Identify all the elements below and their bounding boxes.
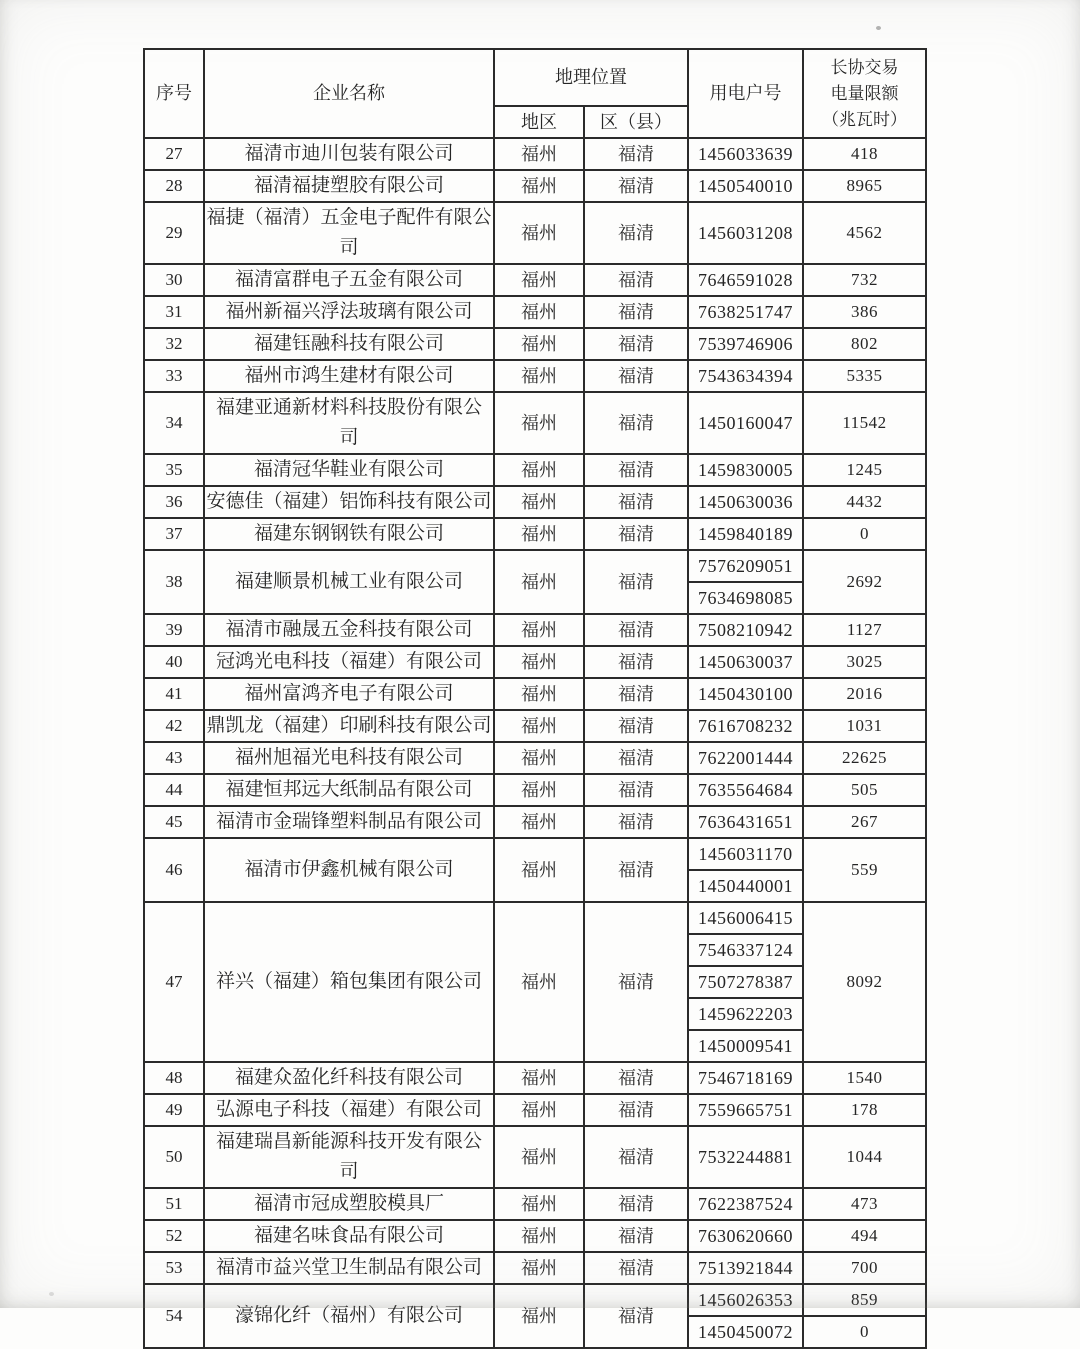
account-number: 1450630037 [688, 646, 803, 678]
account-number: 7532244881 [688, 1126, 803, 1188]
region: 福州 [494, 614, 584, 646]
row-serial-number: 49 [144, 1094, 204, 1126]
table-row [144, 202, 926, 264]
row-serial-number: 46 [144, 838, 204, 902]
scan-speck [876, 26, 881, 30]
header-quota [803, 49, 926, 138]
row-serial-number: 29 [144, 202, 204, 264]
account-number: 7559665751 [688, 1094, 803, 1126]
row-serial-number: 28 [144, 170, 204, 202]
company-name: 福建恒邦远大纸制品有限公司 [204, 774, 494, 806]
company-name: 鼎凯龙（福建）印刷科技有限公司 [204, 710, 494, 742]
quota-value: 1044 [803, 1126, 926, 1188]
quota-value: 4432 [803, 486, 926, 518]
quota-value: 859 [803, 1284, 926, 1316]
county: 福清 [584, 1094, 688, 1126]
county: 福清 [584, 138, 688, 170]
region: 福州 [494, 710, 584, 742]
row-serial-number: 36 [144, 486, 204, 518]
table-row [144, 838, 926, 870]
county: 福清 [584, 742, 688, 774]
county: 福清 [584, 550, 688, 614]
region: 福州 [494, 1252, 584, 1284]
account-number: 7546718169 [688, 1062, 803, 1094]
county: 福清 [584, 678, 688, 710]
county: 福清 [584, 1126, 688, 1188]
company-name: 福建众盈化纤科技有限公司 [204, 1062, 494, 1094]
county: 福清 [584, 1062, 688, 1094]
row-serial-number: 45 [144, 806, 204, 838]
table-row [144, 710, 926, 742]
account-number: 7616708232 [688, 710, 803, 742]
company-name: 福清市伊鑫机械有限公司 [204, 838, 494, 902]
account-number: 1450160047 [688, 392, 803, 454]
table-row [144, 550, 926, 582]
account-number: 7638251747 [688, 296, 803, 328]
table-row [144, 392, 926, 454]
county: 福清 [584, 902, 688, 1062]
county: 福清 [584, 1188, 688, 1220]
account-number: 1456026353 [688, 1284, 803, 1316]
account-number: 1459622203 [688, 998, 803, 1030]
account-number: 7635564684 [688, 774, 803, 806]
table-row [144, 1284, 926, 1316]
region: 福州 [494, 1126, 584, 1188]
table-row [144, 264, 926, 296]
county: 福清 [584, 264, 688, 296]
company-name: 福清市迪川包装有限公司 [204, 138, 494, 170]
row-serial-number: 40 [144, 646, 204, 678]
account-number: 7507278387 [688, 966, 803, 998]
account-number: 7543634394 [688, 360, 803, 392]
county: 福清 [584, 838, 688, 902]
table-row [144, 170, 926, 202]
quota-value: 11542 [803, 392, 926, 454]
quota-value: 559 [803, 838, 926, 902]
region: 福州 [494, 838, 584, 902]
account-number: 7630620660 [688, 1220, 803, 1252]
company-name: 濠锦化纤（福州）有限公司 [204, 1284, 494, 1348]
company-quota-table [143, 48, 927, 1349]
region: 福州 [494, 138, 584, 170]
account-number: 1459840189 [688, 518, 803, 550]
account-number: 1456033639 [688, 138, 803, 170]
quota-value: 418 [803, 138, 926, 170]
table-row [144, 1094, 926, 1126]
account-number: 7576209051 [688, 550, 803, 582]
row-serial-number: 34 [144, 392, 204, 454]
quota-value: 5335 [803, 360, 926, 392]
account-number: 1450430100 [688, 678, 803, 710]
header-quota-line3: （兆瓦时） [822, 109, 907, 129]
county: 福清 [584, 774, 688, 806]
company-name: 福清市金瑞锋塑料制品有限公司 [204, 806, 494, 838]
account-number: 7513921844 [688, 1252, 803, 1284]
header-account-number: 用电户号 [688, 49, 803, 138]
county: 福清 [584, 806, 688, 838]
quota-value: 178 [803, 1094, 926, 1126]
region: 福州 [494, 170, 584, 202]
account-number: 1450009541 [688, 1030, 803, 1062]
region: 福州 [494, 678, 584, 710]
account-number: 1450440001 [688, 870, 803, 902]
company-name: 福建名味食品有限公司 [204, 1220, 494, 1252]
scan-speck [49, 1292, 54, 1296]
account-number: 7508210942 [688, 614, 803, 646]
row-serial-number: 48 [144, 1062, 204, 1094]
table-row [144, 454, 926, 486]
account-number: 7634698085 [688, 582, 803, 614]
account-number: 7622387524 [688, 1188, 803, 1220]
county: 福清 [584, 328, 688, 360]
table-header [144, 49, 926, 138]
company-name: 福清市融晟五金科技有限公司 [204, 614, 494, 646]
row-serial-number: 41 [144, 678, 204, 710]
table-row [144, 806, 926, 838]
region: 福州 [494, 902, 584, 1062]
region: 福州 [494, 518, 584, 550]
row-serial-number: 54 [144, 1284, 204, 1348]
table-row [144, 614, 926, 646]
table-row [144, 678, 926, 710]
header-quota-line1: 长协交易 [830, 57, 899, 77]
company-name: 福清冠华鞋业有限公司 [204, 454, 494, 486]
company-name: 安德佳（福建）铝饰科技有限公司 [204, 486, 494, 518]
table-row [144, 296, 926, 328]
region: 福州 [494, 202, 584, 264]
row-serial-number: 39 [144, 614, 204, 646]
header-county: 区（县） [584, 106, 688, 138]
row-serial-number: 47 [144, 902, 204, 1062]
quota-value: 0 [803, 518, 926, 550]
account-number: 1456006415 [688, 902, 803, 934]
quota-value: 505 [803, 774, 926, 806]
company-name: 福州旭福光电科技有限公司 [204, 742, 494, 774]
county: 福清 [584, 710, 688, 742]
region: 福州 [494, 392, 584, 454]
row-serial-number: 52 [144, 1220, 204, 1252]
company-name: 福州新福兴浮法玻璃有限公司 [204, 296, 494, 328]
row-serial-number: 44 [144, 774, 204, 806]
account-number: 7636431651 [688, 806, 803, 838]
table-row [144, 902, 926, 934]
row-serial-number: 42 [144, 710, 204, 742]
company-name: 福建亚通新材料科技股份有限公 司 [204, 392, 494, 454]
table-row [144, 1188, 926, 1220]
row-serial-number: 33 [144, 360, 204, 392]
quota-value: 3025 [803, 646, 926, 678]
table-row [144, 360, 926, 392]
quota-value: 2016 [803, 678, 926, 710]
company-name: 福清富群电子五金有限公司 [204, 264, 494, 296]
county: 福清 [584, 1220, 688, 1252]
county: 福清 [584, 296, 688, 328]
account-number: 1450540010 [688, 170, 803, 202]
table-row [144, 1252, 926, 1284]
row-serial-number: 50 [144, 1126, 204, 1188]
table-row [144, 646, 926, 678]
header-company-name: 企业名称 [204, 49, 494, 138]
header-location: 地理位置 [494, 49, 688, 106]
company-name: 弘源电子科技（福建）有限公司 [204, 1094, 494, 1126]
company-name: 福建钰融科技有限公司 [204, 328, 494, 360]
quota-value: 267 [803, 806, 926, 838]
region: 福州 [494, 646, 584, 678]
company-name: 冠鸿光电科技（福建）有限公司 [204, 646, 494, 678]
account-number: 1450630036 [688, 486, 803, 518]
quota-value: 802 [803, 328, 926, 360]
row-serial-number: 38 [144, 550, 204, 614]
county: 福清 [584, 614, 688, 646]
row-serial-number: 35 [144, 454, 204, 486]
quota-value: 22625 [803, 742, 926, 774]
table-row [144, 1220, 926, 1252]
county: 福清 [584, 392, 688, 454]
company-name: 祥兴（福建）箱包集团有限公司 [204, 902, 494, 1062]
quota-value: 386 [803, 296, 926, 328]
header-serial-number: 序号 [144, 49, 204, 138]
county: 福清 [584, 518, 688, 550]
county: 福清 [584, 486, 688, 518]
row-serial-number: 37 [144, 518, 204, 550]
account-number: 1450450072 [688, 1316, 803, 1348]
quota-value: 8965 [803, 170, 926, 202]
quota-value: 8092 [803, 902, 926, 1062]
region: 福州 [494, 454, 584, 486]
region: 福州 [494, 486, 584, 518]
county: 福清 [584, 170, 688, 202]
quota-value: 700 [803, 1252, 926, 1284]
region: 福州 [494, 550, 584, 614]
account-number: 7646591028 [688, 264, 803, 296]
company-name: 福州市鸿生建材有限公司 [204, 360, 494, 392]
company-name: 福清福捷塑胶有限公司 [204, 170, 494, 202]
quota-value: 2692 [803, 550, 926, 614]
region: 福州 [494, 742, 584, 774]
table-row [144, 518, 926, 550]
region: 福州 [494, 1220, 584, 1252]
table-body [144, 138, 926, 1348]
header-region: 地区 [494, 106, 584, 138]
region: 福州 [494, 1094, 584, 1126]
county: 福清 [584, 454, 688, 486]
region: 福州 [494, 264, 584, 296]
quota-value: 1540 [803, 1062, 926, 1094]
company-name: 福捷（福清）五金电子配件有限公 司 [204, 202, 494, 264]
row-serial-number: 27 [144, 138, 204, 170]
county: 福清 [584, 646, 688, 678]
table-row [144, 1062, 926, 1094]
region: 福州 [494, 360, 584, 392]
region: 福州 [494, 806, 584, 838]
company-name: 福建顺景机械工业有限公司 [204, 550, 494, 614]
quota-value: 473 [803, 1188, 926, 1220]
quota-value: 1031 [803, 710, 926, 742]
region: 福州 [494, 1062, 584, 1094]
row-serial-number: 43 [144, 742, 204, 774]
table-row [144, 486, 926, 518]
region: 福州 [494, 774, 584, 806]
header-quota-line2: 电量限额 [830, 83, 899, 103]
county: 福清 [584, 1284, 688, 1348]
account-number: 7539746906 [688, 328, 803, 360]
account-number: 1459830005 [688, 454, 803, 486]
region: 福州 [494, 328, 584, 360]
account-number: 7622001444 [688, 742, 803, 774]
region: 福州 [494, 1188, 584, 1220]
quota-value: 732 [803, 264, 926, 296]
company-name: 福清市冠成塑胶模具厂 [204, 1188, 494, 1220]
account-number: 7546337124 [688, 934, 803, 966]
table-row [144, 328, 926, 360]
county: 福清 [584, 360, 688, 392]
quota-value: 1245 [803, 454, 926, 486]
row-serial-number: 30 [144, 264, 204, 296]
table-row [144, 774, 926, 806]
company-name: 福州富鸿齐电子有限公司 [204, 678, 494, 710]
quota-value: 0 [803, 1316, 926, 1348]
account-number: 1456031208 [688, 202, 803, 264]
table-row [144, 138, 926, 170]
quota-value: 494 [803, 1220, 926, 1252]
quota-value: 4562 [803, 202, 926, 264]
region: 福州 [494, 296, 584, 328]
company-name: 福建瑞昌新能源科技开发有限公 司 [204, 1126, 494, 1188]
table-row [144, 742, 926, 774]
row-serial-number: 53 [144, 1252, 204, 1284]
row-serial-number: 51 [144, 1188, 204, 1220]
table-row [144, 1126, 926, 1188]
quota-value: 1127 [803, 614, 926, 646]
company-name: 福建东钢钢铁有限公司 [204, 518, 494, 550]
region: 福州 [494, 1284, 584, 1348]
company-name: 福清市益兴堂卫生制品有限公司 [204, 1252, 494, 1284]
row-serial-number: 31 [144, 296, 204, 328]
row-serial-number: 32 [144, 328, 204, 360]
county: 福清 [584, 202, 688, 264]
county: 福清 [584, 1252, 688, 1284]
account-number: 1456031170 [688, 838, 803, 870]
